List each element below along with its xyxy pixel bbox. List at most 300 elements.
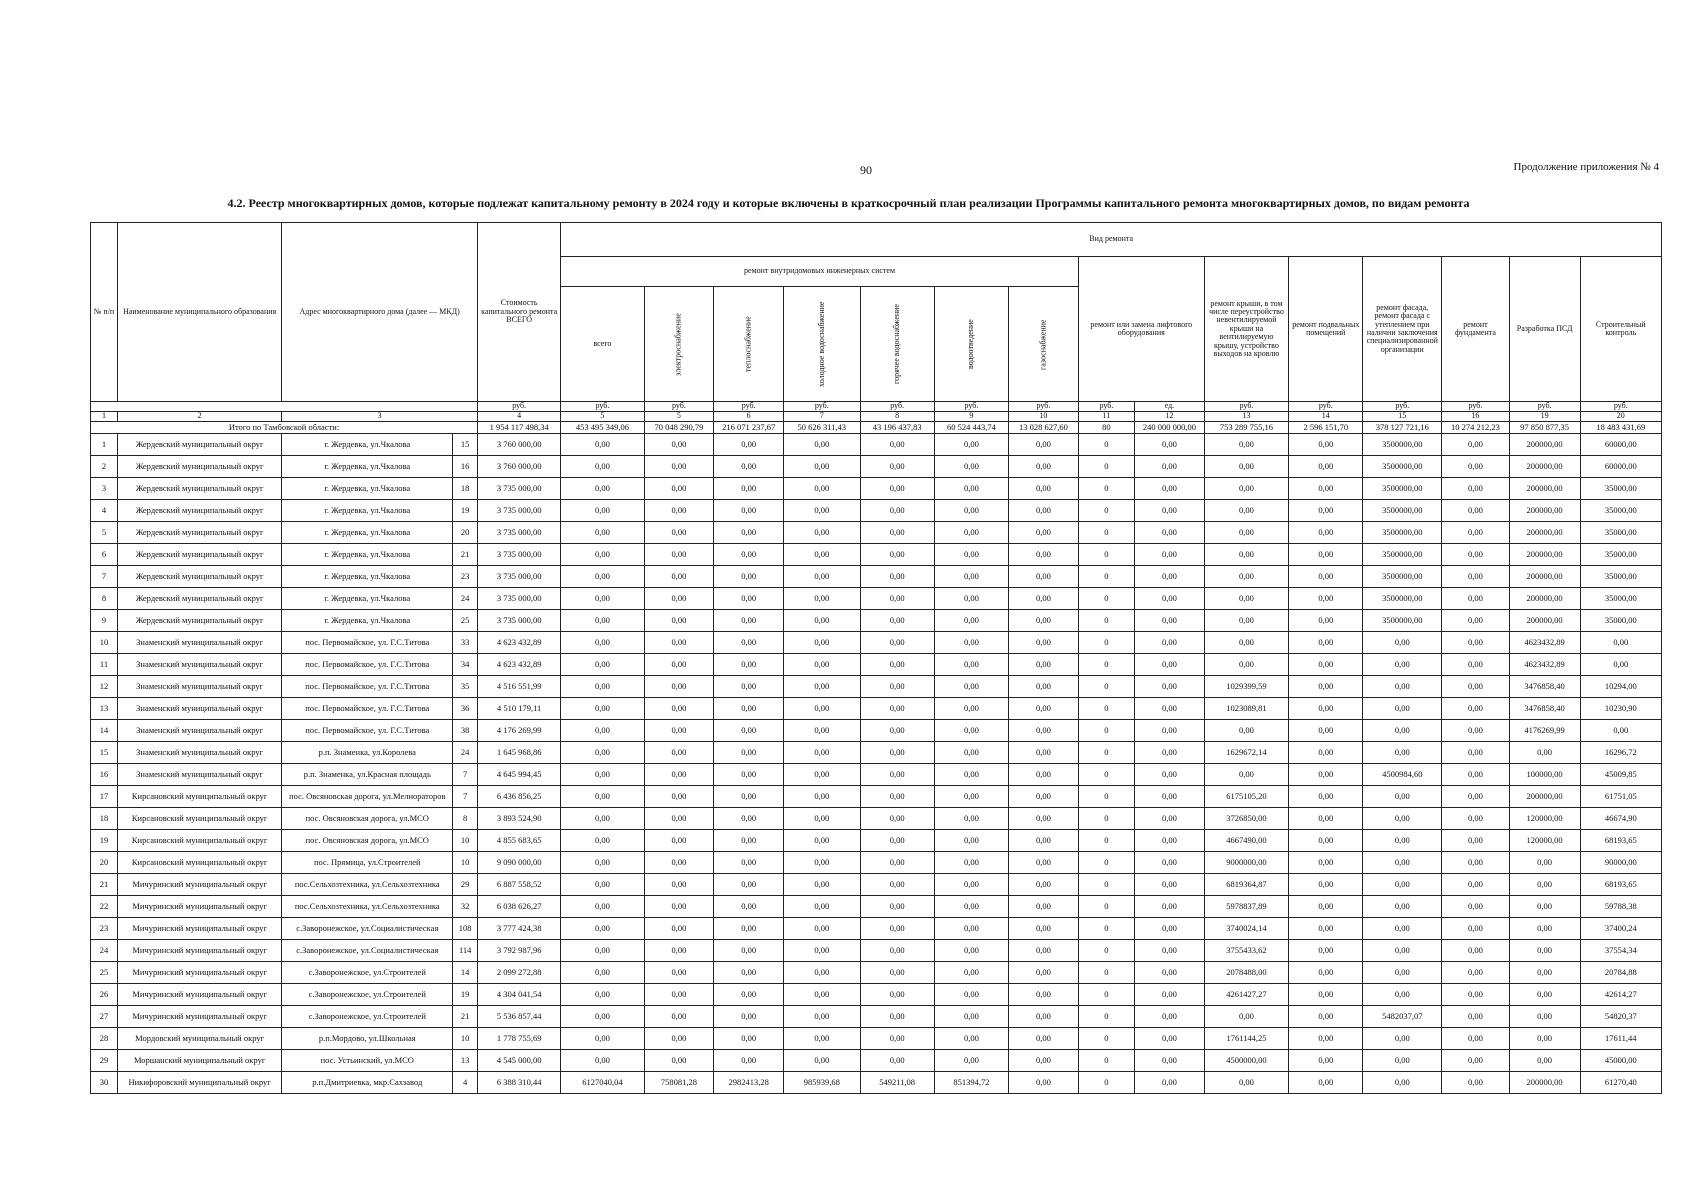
value-cell: 0,00	[1204, 434, 1288, 456]
value-cell: 1023089,81	[1204, 698, 1288, 720]
total-cost-cell: 4 623 432,89	[478, 654, 561, 676]
row-number: 12	[91, 676, 118, 698]
value-cell: 60000,00	[1580, 434, 1661, 456]
value-cell: 6819364,87	[1204, 874, 1288, 896]
value-cell: 0,00	[1289, 940, 1363, 962]
total-cost-cell: 3 735 000,00	[478, 522, 561, 544]
total-cost-cell: 9 090 000,00	[478, 852, 561, 874]
row-number: 9	[91, 610, 118, 632]
value-cell: 0	[1078, 830, 1134, 852]
value-cell: 0,00	[1009, 566, 1079, 588]
value-cell: 0,00	[860, 764, 934, 786]
value-cell: 0,00	[1289, 676, 1363, 698]
value-cell: 0,00	[784, 918, 861, 940]
value-cell: 0,00	[1009, 654, 1079, 676]
value-cell: 0,00	[1289, 742, 1363, 764]
value-cell: 851394,72	[934, 1072, 1008, 1094]
value-cell: 0,00	[784, 940, 861, 962]
row-number: 20	[91, 852, 118, 874]
value-cell: 35000,00	[1580, 478, 1661, 500]
value-cell: 0,00	[784, 1028, 861, 1050]
row-number: 19	[91, 830, 118, 852]
value-cell: 0,00	[1135, 786, 1205, 808]
total-cost-cell: 3 735 000,00	[478, 588, 561, 610]
value-cell: 0,00	[1135, 522, 1205, 544]
value-cell: 0,00	[1363, 1050, 1442, 1072]
municipality-cell: Знаменский муниципальный округ	[118, 676, 282, 698]
value-cell: 985939,68	[784, 1072, 861, 1094]
value-cell: 0,00	[644, 720, 714, 742]
value-cell: 0,00	[1204, 1072, 1288, 1094]
value-cell: 0,00	[1442, 610, 1510, 632]
row-number: 24	[91, 940, 118, 962]
address-cell: пос.Сельхозтехника, ул.Сельхозтехника	[282, 874, 453, 896]
table-row	[91, 698, 1662, 720]
value-cell: 0,00	[644, 896, 714, 918]
municipality-cell: Мичуринский муниципальный округ	[118, 962, 282, 984]
table-row	[91, 918, 1662, 940]
value-cell: 0,00	[1363, 786, 1442, 808]
value-cell: 0,00	[1135, 434, 1205, 456]
value-cell: 59788,38	[1580, 896, 1661, 918]
value-cell: 0,00	[1442, 632, 1510, 654]
value-cell: 0,00	[1135, 984, 1205, 1006]
address-cell: с.Заворонежское, ул.Строителей	[282, 962, 453, 984]
unit-cell: руб.	[1204, 402, 1288, 412]
value-cell: 0,00	[1204, 654, 1288, 676]
address-cell: г. Жердевка, ул.Чкалова	[282, 500, 453, 522]
value-cell: 0,00	[784, 610, 861, 632]
value-cell: 0,00	[784, 588, 861, 610]
value-cell: 35000,00	[1580, 566, 1661, 588]
value-cell: 0,00	[1509, 742, 1580, 764]
table-row	[91, 434, 1662, 456]
value-cell: 0	[1078, 918, 1134, 940]
value-cell: 0,00	[1289, 544, 1363, 566]
unit-cell: руб.	[934, 402, 1008, 412]
value-cell: 0,00	[934, 676, 1008, 698]
table-row	[91, 456, 1662, 478]
value-cell: 0,00	[860, 896, 934, 918]
value-cell: 0,00	[561, 962, 644, 984]
municipality-cell: Моршанский муниципальный округ	[118, 1050, 282, 1072]
value-cell: 0,00	[561, 852, 644, 874]
value-cell: 0,00	[644, 566, 714, 588]
value-cell: 0,00	[644, 544, 714, 566]
value-cell: 0,00	[1442, 1072, 1510, 1094]
municipality-cell: Мордовский муниципальный округ	[118, 1028, 282, 1050]
value-cell: 0,00	[934, 742, 1008, 764]
value-cell: 0,00	[1363, 962, 1442, 984]
value-cell: 2078488,00	[1204, 962, 1288, 984]
total-cost-cell: 6 388 310,44	[478, 1072, 561, 1094]
table-row	[91, 830, 1662, 852]
value-cell: 0,00	[1363, 742, 1442, 764]
value-cell: 0,00	[1363, 1072, 1442, 1094]
value-cell: 0,00	[1009, 1050, 1079, 1072]
value-cell: 0,00	[934, 984, 1008, 1006]
total-cost-cell: 3 777 424,38	[478, 918, 561, 940]
value-cell: 2982413,28	[714, 1072, 784, 1094]
value-cell: 0,00	[1009, 742, 1079, 764]
row-number: 17	[91, 786, 118, 808]
value-cell: 0,00	[1009, 830, 1079, 852]
value-cell: 68193,65	[1580, 830, 1661, 852]
value-cell: 0,00	[1289, 1072, 1363, 1094]
value-cell: 0,00	[1009, 478, 1079, 500]
value-cell: 0,00	[1204, 632, 1288, 654]
value-cell: 0,00	[644, 654, 714, 676]
value-cell: 4261427,27	[1204, 984, 1288, 1006]
header-repair-type: Вид ремонта	[561, 223, 1662, 257]
total-cost-cell: 3 760 000,00	[478, 434, 561, 456]
value-cell: 0,00	[561, 984, 644, 1006]
value-cell: 0,00	[1442, 984, 1510, 1006]
value-cell: 0	[1078, 962, 1134, 984]
value-cell: 0,00	[1442, 676, 1510, 698]
unit-cell: руб.	[644, 402, 714, 412]
municipality-cell: Жердевский муниципальный округ	[118, 610, 282, 632]
value-cell: 0,00	[1442, 830, 1510, 852]
value-cell: 0,00	[1509, 1050, 1580, 1072]
municipality-cell: Мичуринский муниципальный округ	[118, 940, 282, 962]
value-cell: 6175105,20	[1204, 786, 1288, 808]
value-cell: 0,00	[561, 940, 644, 962]
total-cost-cell: 2 099 272,88	[478, 962, 561, 984]
value-cell: 0,00	[1135, 676, 1205, 698]
total-value: 70 048 290,79	[644, 422, 714, 434]
value-cell: 1629672,14	[1204, 742, 1288, 764]
value-cell: 0,00	[934, 566, 1008, 588]
total-cost-cell: 6 436 856,25	[478, 786, 561, 808]
value-cell: 0,00	[1509, 1028, 1580, 1050]
value-cell: 0,00	[934, 500, 1008, 522]
total-value: 18 483 431,69	[1580, 422, 1661, 434]
value-cell: 0,00	[1009, 940, 1079, 962]
value-cell: 0,00	[934, 918, 1008, 940]
house-number-cell: 18	[453, 478, 478, 500]
value-cell: 200000,00	[1509, 588, 1580, 610]
value-cell: 0,00	[644, 874, 714, 896]
house-number-cell: 36	[453, 698, 478, 720]
value-cell: 0,00	[934, 1006, 1008, 1028]
value-cell: 0,00	[1442, 896, 1510, 918]
value-cell: 0	[1078, 720, 1134, 742]
value-cell: 0	[1078, 456, 1134, 478]
value-cell: 0,00	[1509, 940, 1580, 962]
value-cell: 0,00	[1363, 1028, 1442, 1050]
value-cell: 0,00	[1363, 874, 1442, 896]
table-row	[91, 962, 1662, 984]
value-cell: 3500000,00	[1363, 544, 1442, 566]
value-cell: 42614,27	[1580, 984, 1661, 1006]
value-cell: 0,00	[934, 852, 1008, 874]
value-cell: 0,00	[714, 984, 784, 1006]
value-cell: 0,00	[1363, 720, 1442, 742]
value-cell: 0	[1078, 610, 1134, 632]
house-number-cell: 8	[453, 808, 478, 830]
value-cell: 0,00	[1442, 764, 1510, 786]
municipality-cell: Кирсановский муниципальный округ	[118, 808, 282, 830]
total-value: 50 626 311,43	[784, 422, 861, 434]
address-cell: р.п. Знаменка, ул.Красная площадь	[282, 764, 453, 786]
value-cell: 0,00	[714, 962, 784, 984]
value-cell: 0	[1078, 544, 1134, 566]
address-cell: с.Заворонежское, ул.Социалистическая	[282, 940, 453, 962]
value-cell: 0,00	[1289, 896, 1363, 918]
header-address: Адрес многоквартирного дома (далее — МКД)	[282, 223, 478, 402]
total-cost-cell: 4 510 179,11	[478, 698, 561, 720]
row-number: 28	[91, 1028, 118, 1050]
municipality-cell: Знаменский муниципальный округ	[118, 764, 282, 786]
column-index: 3	[282, 412, 478, 422]
value-cell: 54820,37	[1580, 1006, 1661, 1028]
value-cell: 35000,00	[1580, 522, 1661, 544]
value-cell: 0,00	[644, 962, 714, 984]
house-number-cell: 19	[453, 984, 478, 1006]
value-cell: 0,00	[934, 808, 1008, 830]
value-cell: 0,00	[714, 1028, 784, 1050]
value-cell: 0,00	[1509, 896, 1580, 918]
address-cell: пос. Прямица, ул.Строителей	[282, 852, 453, 874]
value-cell: 0,00	[644, 742, 714, 764]
row-number: 4	[91, 500, 118, 522]
column-index: 19	[1509, 412, 1580, 422]
value-cell: 0,00	[934, 874, 1008, 896]
value-cell: 0,00	[714, 522, 784, 544]
value-cell: 0,00	[644, 434, 714, 456]
municipality-cell: Жердевский муниципальный округ	[118, 478, 282, 500]
value-cell: 0,00	[784, 764, 861, 786]
value-cell: 0	[1078, 654, 1134, 676]
address-cell: р.п.Мордово, ул.Школьная	[282, 1028, 453, 1050]
value-cell: 0,00	[1289, 610, 1363, 632]
value-cell: 0,00	[934, 764, 1008, 786]
value-cell: 0,00	[1204, 720, 1288, 742]
unit-cell: руб.	[1580, 402, 1661, 412]
value-cell: 0,00	[561, 1050, 644, 1072]
value-cell: 0,00	[1009, 522, 1079, 544]
value-cell: 0,00	[1135, 720, 1205, 742]
value-cell: 10294,00	[1580, 676, 1661, 698]
value-cell: 0,00	[1289, 698, 1363, 720]
value-cell: 0	[1078, 742, 1134, 764]
value-cell: 90000,00	[1580, 852, 1661, 874]
value-cell: 0,00	[860, 852, 934, 874]
value-cell: 4667490,00	[1204, 830, 1288, 852]
value-cell: 0,00	[1363, 852, 1442, 874]
value-cell: 0,00	[1442, 544, 1510, 566]
value-cell: 0,00	[561, 566, 644, 588]
table-row	[91, 984, 1662, 1006]
value-cell: 0,00	[1289, 852, 1363, 874]
value-cell: 0,00	[860, 786, 934, 808]
total-cost-cell: 5 536 857,44	[478, 1006, 561, 1028]
value-cell: 35000,00	[1580, 610, 1661, 632]
total-value: 10 274 212,23	[1442, 422, 1510, 434]
value-cell: 0,00	[1289, 1028, 1363, 1050]
row-number: 14	[91, 720, 118, 742]
address-cell: г. Жердевка, ул.Чкалова	[282, 544, 453, 566]
house-number-cell: 34	[453, 654, 478, 676]
unit-cell: руб.	[1009, 402, 1079, 412]
row-number: 7	[91, 566, 118, 588]
address-cell: пос. Первомайское, ул. Г.С.Титова	[282, 632, 453, 654]
value-cell: 0,00	[1289, 830, 1363, 852]
header-design: Разработка ПСД	[1509, 257, 1580, 402]
value-cell: 0,00	[644, 940, 714, 962]
address-cell: р.п.Дмитриевка, мкр.Сахзавод	[282, 1072, 453, 1094]
total-value: 43 196 437,83	[860, 422, 934, 434]
value-cell: 0,00	[1289, 764, 1363, 786]
value-cell: 4623432,89	[1509, 654, 1580, 676]
header-heating: теплоснабжение	[714, 287, 784, 402]
value-cell: 100000,00	[1509, 764, 1580, 786]
value-cell: 0,00	[934, 786, 1008, 808]
value-cell: 0,00	[860, 1050, 934, 1072]
value-cell: 0,00	[860, 500, 934, 522]
address-cell: г. Жердевка, ул.Чкалова	[282, 434, 453, 456]
value-cell: 0,00	[934, 456, 1008, 478]
value-cell: 0,00	[1442, 1050, 1510, 1072]
municipality-cell: Кирсановский муниципальный округ	[118, 852, 282, 874]
header-num: № п/п	[91, 223, 118, 402]
row-number: 26	[91, 984, 118, 1006]
address-cell: пос. Овсяновская дорога, ул.Мелиораторов	[282, 786, 453, 808]
value-cell: 0,00	[644, 676, 714, 698]
house-number-cell: 16	[453, 456, 478, 478]
value-cell: 0,00	[1135, 566, 1205, 588]
value-cell: 0,00	[561, 764, 644, 786]
table-row	[91, 808, 1662, 830]
total-value: 60 524 443,74	[934, 422, 1008, 434]
value-cell: 200000,00	[1509, 500, 1580, 522]
value-cell: 0,00	[860, 698, 934, 720]
value-cell: 0,00	[860, 522, 934, 544]
column-index: 2	[118, 412, 282, 422]
value-cell: 0,00	[934, 830, 1008, 852]
value-cell: 0,00	[561, 610, 644, 632]
value-cell: 0,00	[1135, 962, 1205, 984]
value-cell: 0,00	[644, 786, 714, 808]
total-cost-cell: 6 038 626,27	[478, 896, 561, 918]
value-cell: 0,00	[561, 786, 644, 808]
value-cell: 4500984,60	[1363, 764, 1442, 786]
municipality-cell: Жердевский муниципальный округ	[118, 434, 282, 456]
value-cell: 0,00	[1289, 478, 1363, 500]
total-value: 1 954 117 498,34	[478, 422, 561, 434]
municipality-cell: Жердевский муниципальный округ	[118, 588, 282, 610]
value-cell: 0,00	[1580, 720, 1661, 742]
value-cell: 0,00	[784, 1050, 861, 1072]
house-number-cell: 23	[453, 566, 478, 588]
value-cell: 0,00	[1289, 456, 1363, 478]
value-cell: 200000,00	[1509, 544, 1580, 566]
value-cell: 0,00	[934, 632, 1008, 654]
total-cost-cell: 4 304 041,54	[478, 984, 561, 1006]
units-row	[91, 402, 1662, 412]
address-cell: пос. Устьинский, ул.МСО	[282, 1050, 453, 1072]
header-total-cost: Стоимость капитального ремонта ВСЕГО	[478, 223, 561, 402]
value-cell: 0,00	[1363, 632, 1442, 654]
value-cell: 0,00	[561, 742, 644, 764]
value-cell: 0,00	[784, 852, 861, 874]
value-cell: 0,00	[784, 544, 861, 566]
table-row	[91, 632, 1662, 654]
value-cell: 0,00	[644, 852, 714, 874]
value-cell: 0	[1078, 478, 1134, 500]
row-number: 29	[91, 1050, 118, 1072]
value-cell: 0,00	[1204, 1006, 1288, 1028]
value-cell: 0,00	[561, 654, 644, 676]
value-cell: 0,00	[644, 808, 714, 830]
header-roof: ремонт крыши, в том числе переустройство невентилируемой крыши на вентилируемую крышу, устройство выходов на кровлю	[1204, 257, 1288, 402]
row-number: 15	[91, 742, 118, 764]
value-cell: 37400,24	[1580, 918, 1661, 940]
value-cell: 0,00	[561, 918, 644, 940]
value-cell: 0,00	[1289, 962, 1363, 984]
column-index: 5	[644, 412, 714, 422]
address-cell: г. Жердевка, ул.Чкалова	[282, 478, 453, 500]
value-cell: 0,00	[860, 720, 934, 742]
column-index: 15	[1363, 412, 1442, 422]
value-cell: 0,00	[1363, 918, 1442, 940]
value-cell: 3500000,00	[1363, 478, 1442, 500]
value-cell: 0,00	[714, 676, 784, 698]
house-number-cell: 32	[453, 896, 478, 918]
value-cell: 0,00	[1009, 808, 1079, 830]
value-cell: 0,00	[714, 786, 784, 808]
value-cell: 5482037,07	[1363, 1006, 1442, 1028]
address-cell: пос. Овсяновская дорога, ул.МСО	[282, 830, 453, 852]
value-cell: 0,00	[1009, 1072, 1079, 1094]
value-cell: 0,00	[1363, 808, 1442, 830]
value-cell: 0,00	[1442, 500, 1510, 522]
header-eng-total: всего	[561, 287, 644, 402]
total-cost-cell: 3 792 987,96	[478, 940, 561, 962]
table-row	[91, 500, 1662, 522]
row-number: 23	[91, 918, 118, 940]
value-cell: 0,00	[1289, 566, 1363, 588]
column-index-row	[91, 412, 1662, 422]
value-cell: 0	[1078, 984, 1134, 1006]
value-cell: 0,00	[934, 720, 1008, 742]
row-number: 11	[91, 654, 118, 676]
value-cell: 0,00	[1442, 874, 1510, 896]
municipality-cell: Никифоровский муниципальный округ	[118, 1072, 282, 1094]
value-cell: 0,00	[714, 742, 784, 764]
value-cell: 0,00	[860, 588, 934, 610]
value-cell: 200000,00	[1509, 478, 1580, 500]
header-sewerage: водоотведение	[934, 287, 1008, 402]
value-cell: 3755433,62	[1204, 940, 1288, 962]
unit-cell: руб.	[561, 402, 644, 412]
value-cell: 0,00	[1009, 764, 1079, 786]
value-cell: 0,00	[784, 808, 861, 830]
value-cell: 0,00	[860, 1006, 934, 1028]
value-cell: 0,00	[1204, 610, 1288, 632]
total-cost-cell: 4 176 269,99	[478, 720, 561, 742]
value-cell: 0,00	[561, 478, 644, 500]
value-cell: 0,00	[1135, 742, 1205, 764]
municipality-cell: Кирсановский муниципальный округ	[118, 830, 282, 852]
header-engineering: ремонт внутридомовых инженерных систем	[561, 257, 1079, 287]
value-cell: 0,00	[1442, 720, 1510, 742]
address-cell: пос. Первомайское, ул. Г.С.Титова	[282, 676, 453, 698]
table-row	[91, 1006, 1662, 1028]
total-row	[91, 422, 1662, 434]
value-cell: 0,00	[644, 698, 714, 720]
